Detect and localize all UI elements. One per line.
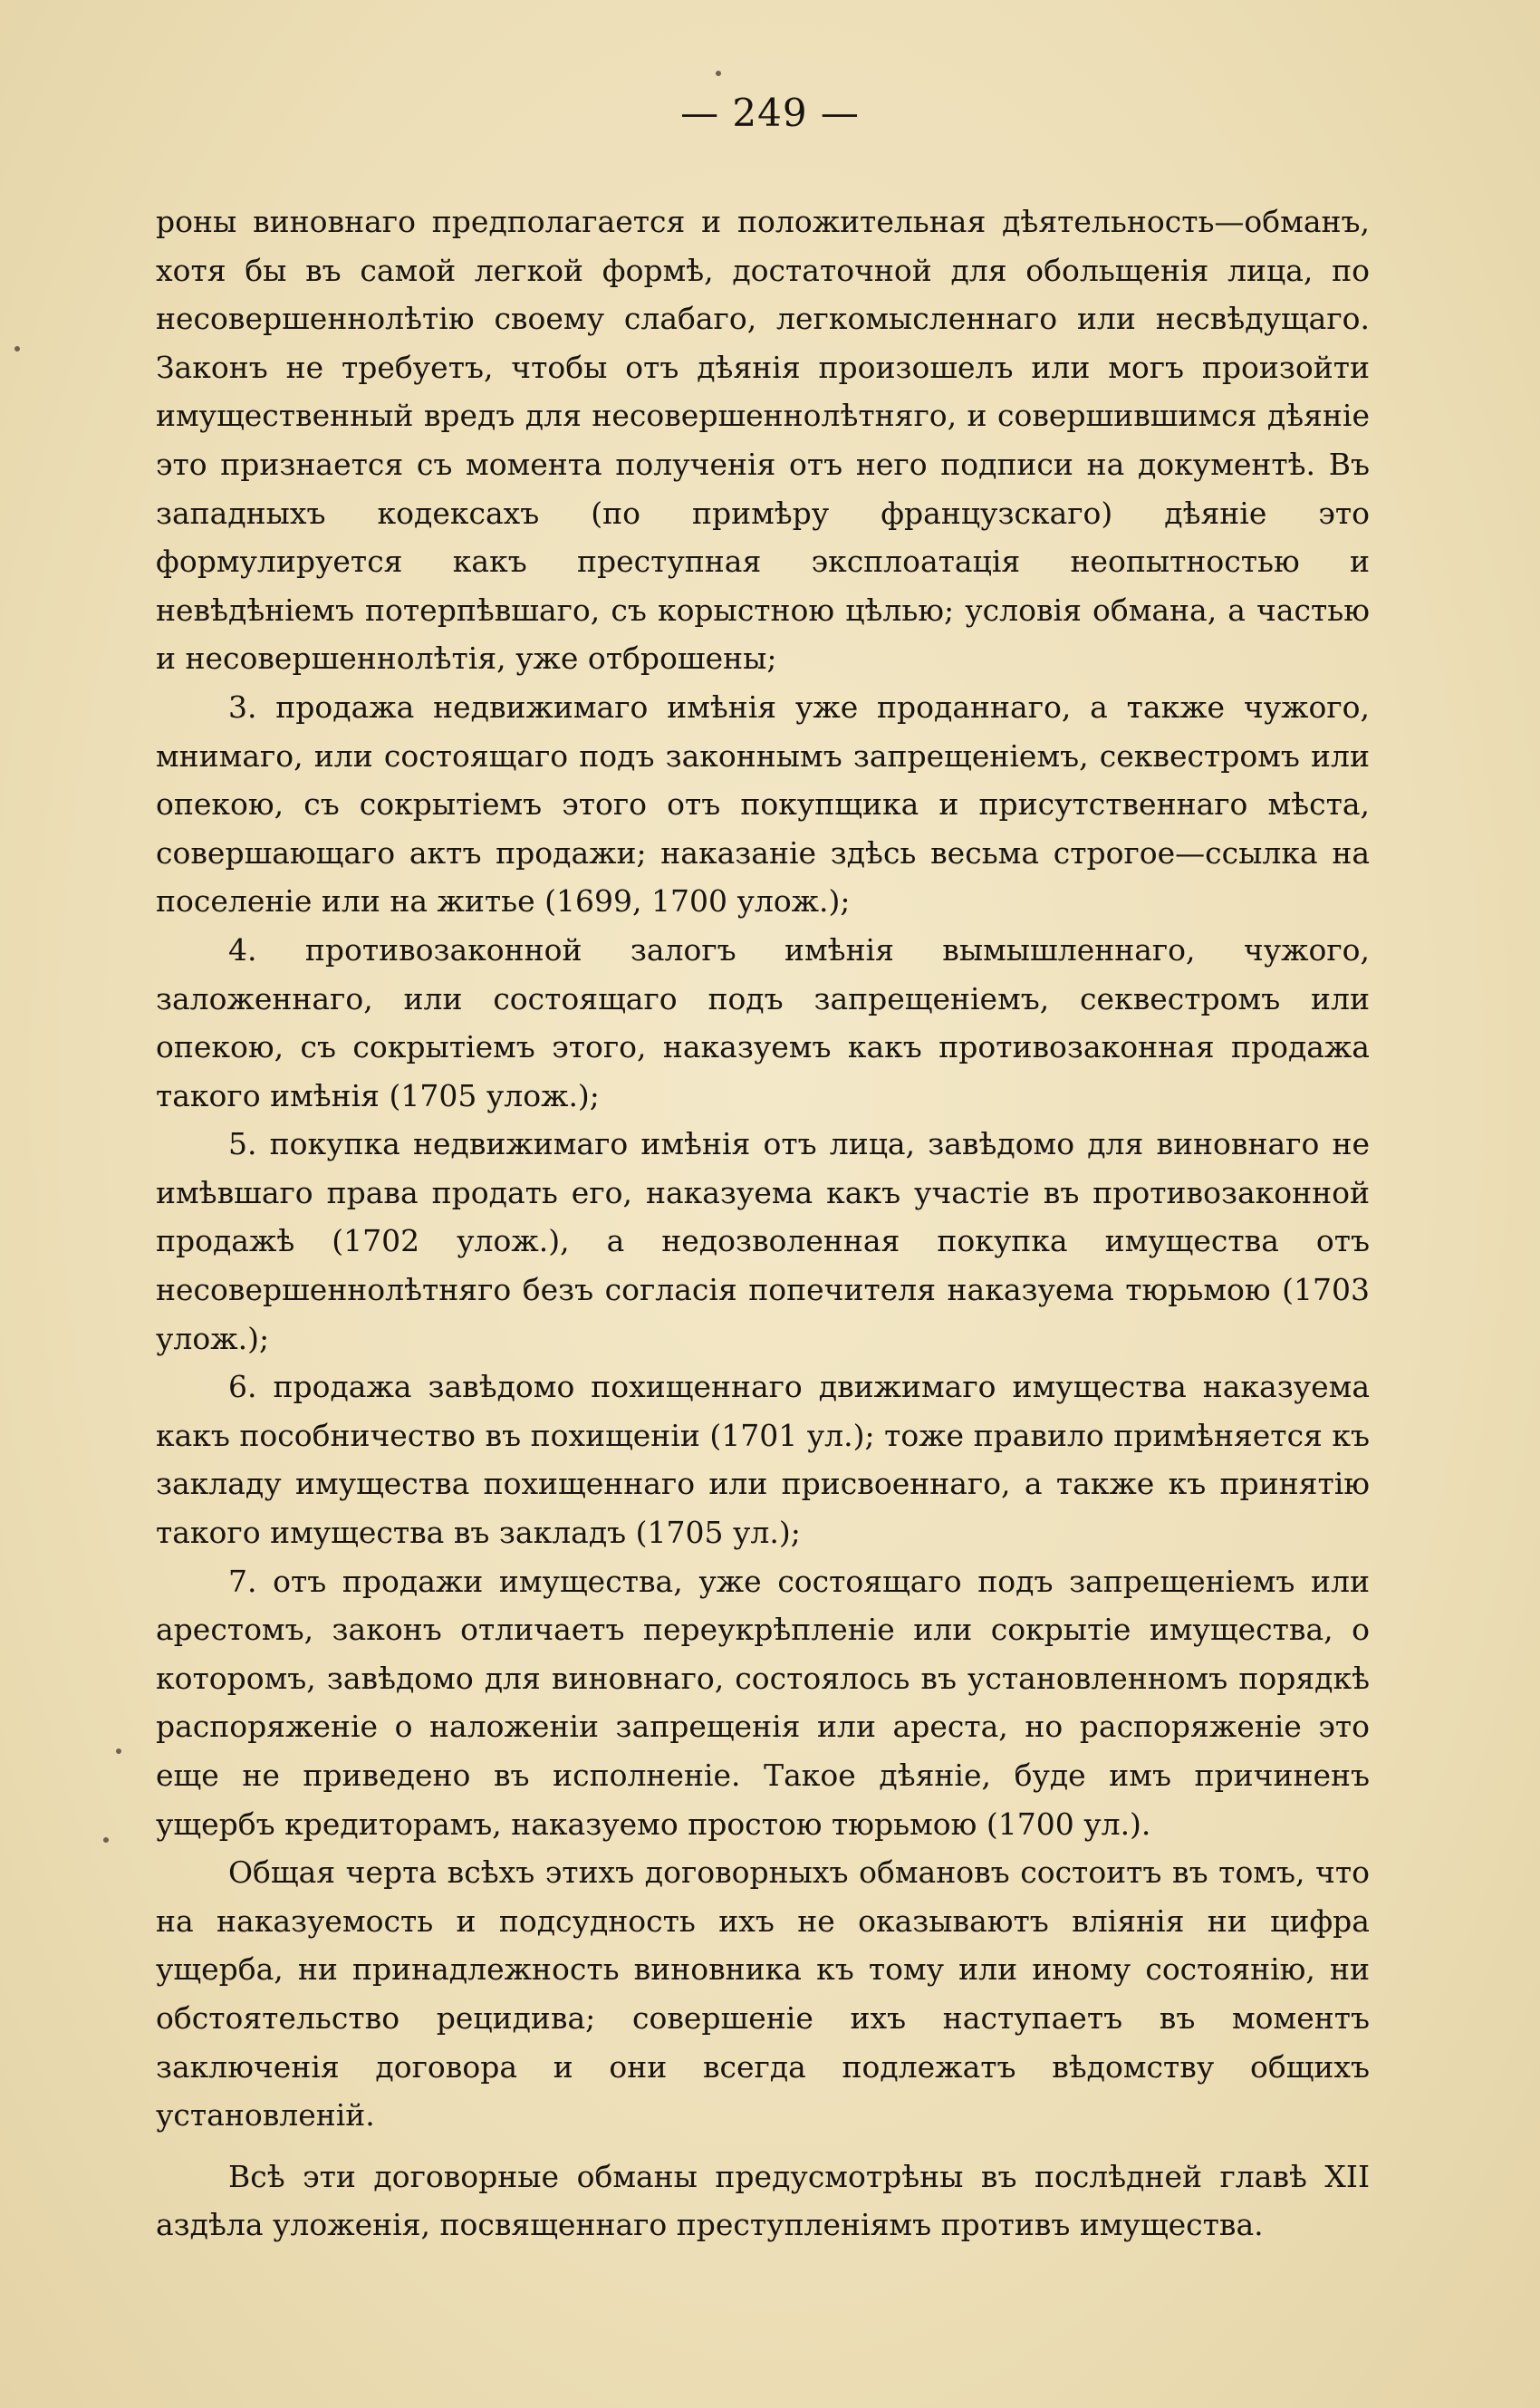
paragraph: 7. отъ продажи имущества, уже состоящаго подъ запрещеніемъ или арестомъ, законъ отличаетъ переукрѣпленіе или сокрытіе имущества, о которомъ, завѣдомо для виновнаго, состоялось въ установленномъ порядкѣ распоряженіе о наложеніи запрещенія или ареста, но распоряженіе это еще не приведено въ исполненіе. Такое дѣяніе, буде имъ причиненъ ущербъ кредиторамъ, наказуемо простою тюрьмою (1700 ул.). bbox=[156, 1563, 1370, 1842]
paragraph: 6. продажа завѣдомо похищеннаго движимаго имущества наказуема какъ пособничество въ похищеніи (1701 ул.); тоже правило примѣняется къ закладу имущества похищеннаго или присвоеннаго, а также къ принятію такого имущества въ закладъ (1705 ул.); bbox=[156, 1369, 1370, 1551]
paragraph: Общая черта всѣхъ этихъ договорныхъ обмановъ состоитъ въ томъ, что на наказуемость и подсудность ихъ не оказываютъ вліянія ни цифра ущерба, ни принадлежность виновника къ тому или иному состоянію, ни обстоятельство рецидива; совершеніе ихъ наступаетъ въ моментъ заключенія договора и они всегда подлежатъ вѣдомству общихъ установленій. bbox=[156, 1854, 1370, 2133]
ink-speck bbox=[116, 1748, 121, 1754]
paragraph: Всѣ эти договорные обманы предусмотрѣны въ послѣдней главѣ XII аздѣла уложенія, посвященнаго преступленіямъ противъ имущества. bbox=[156, 2158, 1370, 2243]
paragraph: роны виновнаго предполагается и положительная дѣятельность—обманъ, хотя бы въ самой легкой формѣ, достаточной для обольщенія лица, по несовершеннолѣтію своему слабаго, легкомысленнаго или несвѣдущаго. Законъ не требуетъ, чтобы отъ дѣянія произошелъ или могъ произойти имущественный вредъ для несовершеннолѣтняго, и совершившимся дѣяніе это признается съ момента полученія отъ него подписи на документѣ. Въ западныхъ кодексахъ (по примѣру французскаго) дѣяніе это формулируется какъ преступная эксплоатація неопытностью и невѣдѣніемъ потерпѣвшаго, съ корыстною цѣлью; условія обмана, а частью и несовершеннолѣтія, уже отброшены; bbox=[156, 204, 1370, 677]
page-number: — 249 — bbox=[680, 91, 860, 135]
ink-speck bbox=[716, 71, 721, 76]
ink-speck bbox=[103, 1837, 109, 1843]
paragraph: 4. противозаконной залогъ имѣнія вымышленнаго, чужого, заложеннаго, или состоящаго подъ запрещеніемъ, секвестромъ или опекою, съ сокрытіемъ этого, наказуемъ какъ противозаконная продажа такого имѣнія (1705 улож.); bbox=[156, 931, 1370, 1113]
ink-speck bbox=[14, 346, 20, 352]
paragraph: 5. покупка недвижимаго имѣнія отъ лица, завѣдомо для виновнаго не имѣвшаго права продать его, наказуема какъ участіе въ противозаконной продажѣ (1702 улож.), а недозволенная покупка имущества отъ несовершеннолѣтняго безъ согласія попечителя наказуема тюрьмою (1703 улож.); bbox=[156, 1126, 1370, 1356]
paragraph: 3. продажа недвижимаго имѣнія уже проданнаго, а также чужого, мнимаго, или состоящаго подъ законнымъ запрещеніемъ, секвестромъ или опекою, съ сокрытіемъ этого отъ покупщика и присутственнаго мѣста, совершающаго актъ продажи; наказаніе здѣсь весьма строгое—ссылка на поселеніе или на житье (1699, 1700 улож.); bbox=[156, 689, 1370, 920]
body-text bbox=[156, 197, 1370, 2249]
